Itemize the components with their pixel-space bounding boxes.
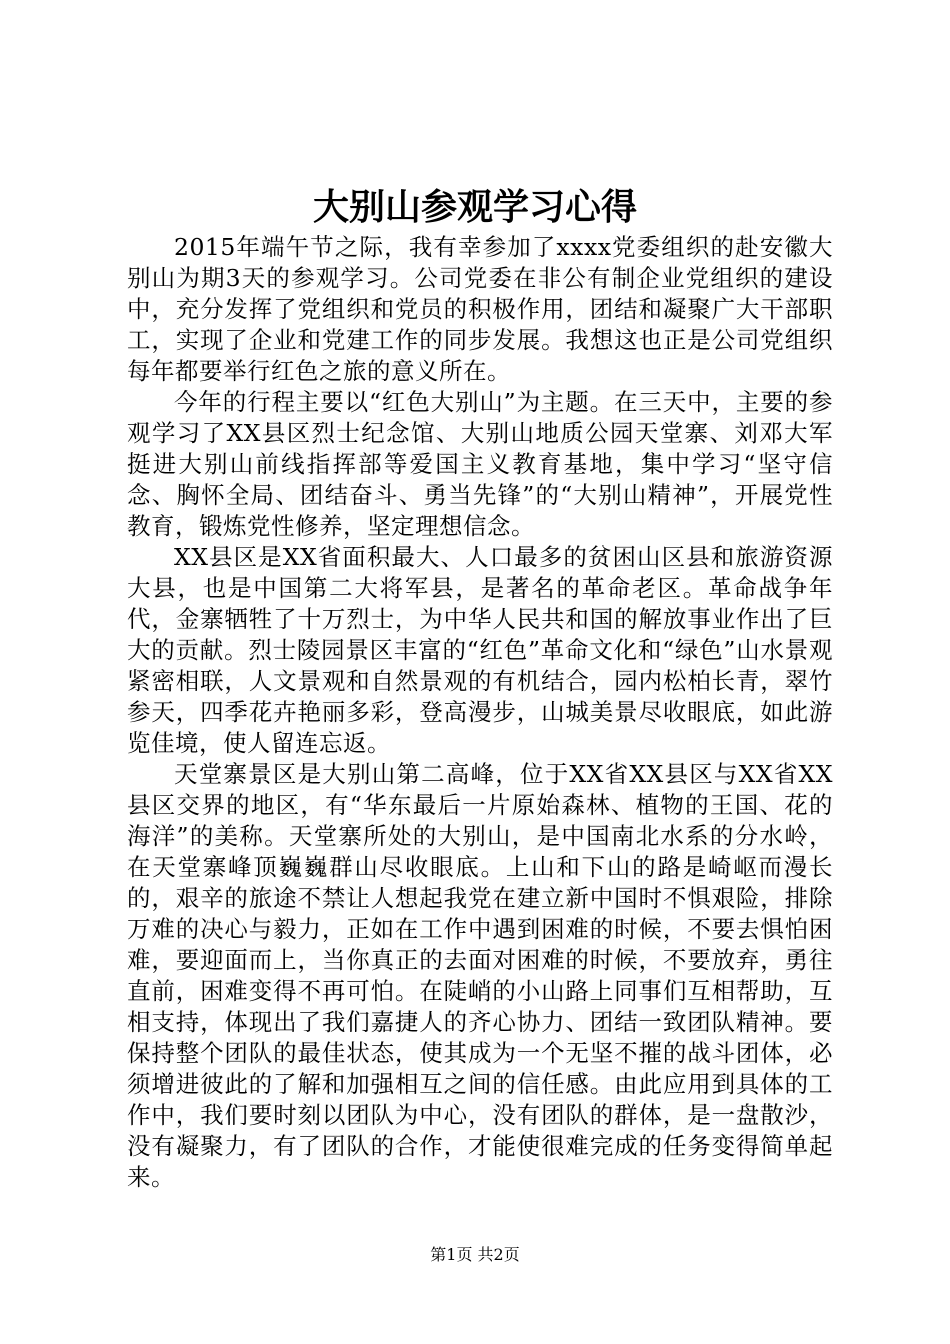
paragraph-3: XX县区是XX省面积最大、人口最多的贫困山区县和旅游资源大县，也是中国第二大将军县，是著名的革命老区。革命战争年代，金寨牺牲了十万烈士，为中华人民共和国的解放事业作出了巨大的贡献。烈士陵园景区丰富的“红色”革命文化和“绿色”山水景观紧密相联，人文景观和自然景观的有机结合，园内松柏长青，翠竹参天，四季花卉艳丽多彩，登高漫步，山城美景尽收眼底，如此游览佳境，使人留连忘返。 <box>127 543 833 757</box>
document-body <box>127 232 833 1193</box>
page-number-footer: 第1页 共2页 <box>430 1245 520 1264</box>
paragraph-1: 2015年端午节之际，我有幸参加了xxxx党委组织的赴安徽大别山为期3天的参观学习。公司党委在非公有制企业党组织的建设中，充分发挥了党组织和党员的积极作用，团结和凝聚广大干部职工，实现了企业和党建工作的同步发展。我想这也正是公司党组织每年都要举行红色之旅的意义所在。 <box>127 233 833 385</box>
paragraph-2: 今年的行程主要以“红色大别山”为主题。在三天中，主要的参观学习了XX县区烈士纪念馆、大别山地质公园天堂寨、刘邓大军挺进大别山前线指挥部等爱国主义教育基地，集中学习“坚守信念、胸怀全局、团结奋斗、勇当先锋”的“大别山精神”，开展党性教育，锻炼党性修养，坚定理想信念。 <box>127 388 833 540</box>
document-title: 大别山参观学习心得 <box>312 186 637 228</box>
paragraph-4: 天堂寨景区是大别山第二高峰，位于XX省XX县区与XX省XX县区交界的地区，有“华东最后一片原始森林、植物的王国、花的海洋”的美称。天堂寨所处的大别山，是中国南北水系的分水岭，在天堂寨峰顶巍巍群山尽收眼底。上山和下山的路是崎岖而漫长的，艰辛的旅途不禁让人想起我党在建立新中国时不惧艰险，排除万难的决心与毅力，正如在工作中遇到困难的时候，不要去惧怕困难，要迎面而上，当你真正的去面对困难的时候，不要放弃，勇往直前，困难变得不再可怕。在陡峭的小山路上同事们互相帮助，互相支持，体现出了我们嘉捷人的齐心协力、团结一致团队精神。要保持整个团队的最佳状态，使其成为一个无坚不摧的战斗团体，必须增进彼此的了解和加强相互之间的信任感。由此应用到具体的工作中，我们要时刻以团队为中心，没有团队的群体，是一盘散沙，没有凝聚力，有了团队的合作，才能使很难完成的任务变得简单起来。 <box>127 760 833 1191</box>
